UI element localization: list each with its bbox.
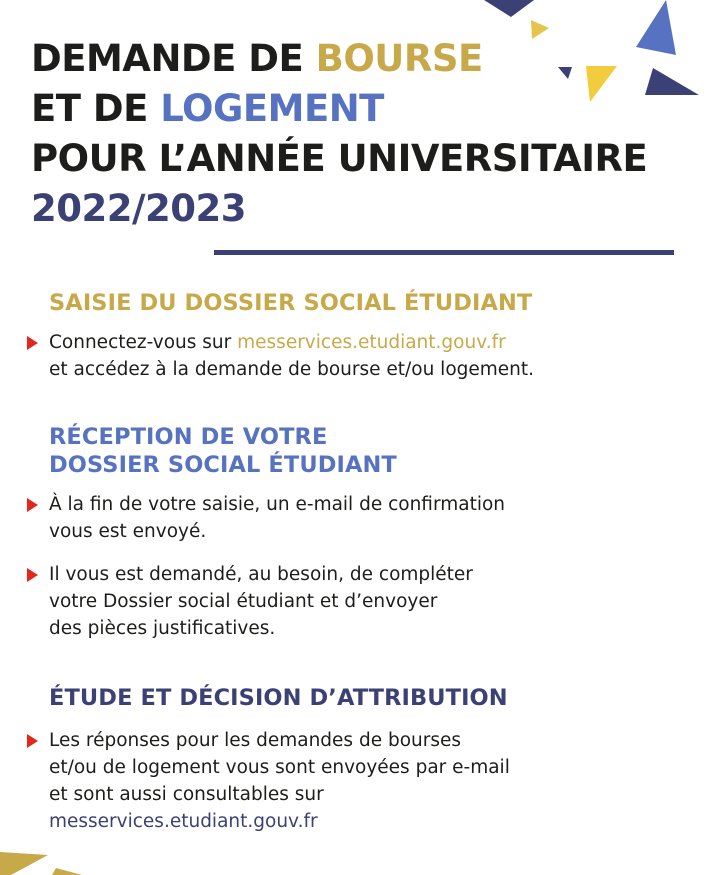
list-item: À la fin de votre saisie, un e-mail de confirmation vous est envoyé. xyxy=(49,491,505,545)
title-line-3: POUR L’ANNÉE UNIVERSITAIRE xyxy=(31,137,648,180)
list-item: Les réponses pour les demandes de bourses et/ou de logement vous sont envoyées par e-mail et sont aussi consultables sur messervices.etudiant.gouv.fr xyxy=(49,727,510,835)
section-saisie xyxy=(49,289,534,383)
triangle-gold-bottom-sliver xyxy=(52,868,82,875)
section-heading-etude: ÉTUDE ET DÉCISION D’ATTRIBUTION xyxy=(49,685,508,711)
page-title xyxy=(31,34,647,234)
title-highlight-bourse: BOURSE xyxy=(315,37,483,80)
triangle-bullet-icon xyxy=(27,498,38,512)
bullet-list-reception xyxy=(49,491,505,642)
section-reception xyxy=(49,423,505,642)
title-line-2: ET DE LOGEMENT xyxy=(31,87,384,130)
triangle-navy-right xyxy=(645,68,699,95)
triangle-bullet-icon xyxy=(27,734,38,748)
section-heading-reception: RÉCEPTION DE VOTRE DOSSIER SOCIAL ÉTUDIANT xyxy=(49,424,397,478)
section-heading-saisie: SAISIE DU DOSSIER SOCIAL ÉTUDIANT xyxy=(49,290,533,316)
divider-rule xyxy=(214,250,674,255)
section-etude xyxy=(49,684,510,835)
messervices-link[interactable]: messervices.etudiant.gouv.fr xyxy=(237,332,506,353)
list-item: Il vous est demandé, au besoin, de compléter votre Dossier social étudiant et d’envoyer des pièces justificatives. xyxy=(49,561,505,642)
triangle-navy-top xyxy=(484,0,534,17)
triangle-bullet-icon xyxy=(27,568,38,582)
bullet-list-etude xyxy=(49,727,510,835)
title-line-1: DEMANDE DE BOURSE xyxy=(31,37,483,80)
title-year: 2022/2023 xyxy=(31,187,246,230)
triangle-gold-bottom-left xyxy=(0,852,48,875)
title-highlight-logement: LOGEMENT xyxy=(160,87,384,130)
triangle-bullet-icon xyxy=(27,336,38,350)
list-item: Connectez-vous sur messervices.etudiant.gouv.fr et accédez à la demande de bourse et/ou logement. xyxy=(49,329,534,383)
bullet-list-saisie xyxy=(49,329,534,383)
messervices-link-bottom[interactable]: messervices.etudiant.gouv.fr xyxy=(49,811,318,832)
